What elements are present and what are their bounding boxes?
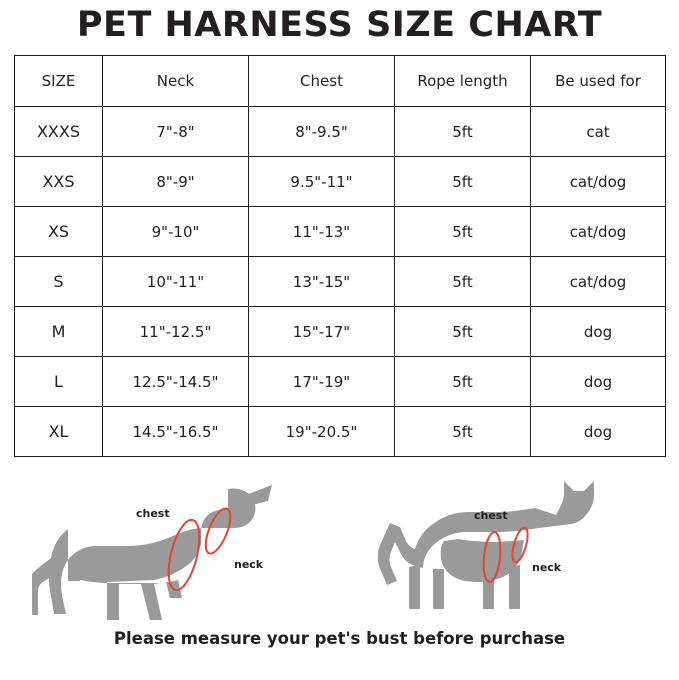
cell-neck: 7"-8" bbox=[103, 107, 249, 157]
cat-neck-label: neck bbox=[532, 561, 562, 574]
cell-use: dog bbox=[531, 407, 666, 457]
cell-chest: 9.5"-11" bbox=[249, 157, 395, 207]
cell-rope: 5ft bbox=[395, 407, 531, 457]
cell-neck: 9"-10" bbox=[103, 207, 249, 257]
column-header-chest: Chest bbox=[249, 56, 395, 107]
size-chart-table bbox=[14, 55, 666, 457]
footer-note: Please measure your pet's bust before purchase bbox=[113, 629, 566, 648]
cell-use: cat/dog bbox=[531, 257, 666, 307]
cell-rope: 5ft bbox=[395, 157, 531, 207]
cell-use: dog bbox=[531, 357, 666, 407]
table-header-row bbox=[15, 56, 666, 107]
table-row bbox=[15, 307, 666, 357]
cell-size: S bbox=[15, 257, 103, 307]
cat-figure bbox=[374, 473, 634, 627]
cell-rope: 5ft bbox=[395, 207, 531, 257]
cell-use: cat/dog bbox=[531, 207, 666, 257]
cell-neck: 8"-9" bbox=[103, 157, 249, 207]
dog-chest-label: chest bbox=[136, 507, 170, 520]
column-header-size: SIZE bbox=[15, 56, 103, 107]
table-row bbox=[15, 257, 666, 307]
dog-figure bbox=[32, 473, 292, 627]
cell-use: dog bbox=[531, 307, 666, 357]
cell-neck: 11"-12.5" bbox=[103, 307, 249, 357]
cell-size: XXXS bbox=[15, 107, 103, 157]
cell-chest: 8"-9.5" bbox=[249, 107, 395, 157]
cell-size: M bbox=[15, 307, 103, 357]
cell-neck: 12.5"-14.5" bbox=[103, 357, 249, 407]
cell-use: cat bbox=[531, 107, 666, 157]
cell-neck: 14.5"-16.5" bbox=[103, 407, 249, 457]
column-header-be-used-for: Be used for bbox=[531, 56, 666, 107]
dog-neck-label: neck bbox=[234, 558, 264, 571]
table-row bbox=[15, 207, 666, 257]
table-row bbox=[15, 357, 666, 407]
column-header-rope-length: Rope length bbox=[395, 56, 531, 107]
cell-rope: 5ft bbox=[395, 257, 531, 307]
cell-rope: 5ft bbox=[395, 107, 531, 157]
cell-use: cat/dog bbox=[531, 157, 666, 207]
cell-chest: 17"-19" bbox=[249, 357, 395, 407]
table-row bbox=[15, 107, 666, 157]
table-row bbox=[15, 157, 666, 207]
cell-neck: 10"-11" bbox=[103, 257, 249, 307]
cell-chest: 13"-15" bbox=[249, 257, 395, 307]
dog-silhouette-icon bbox=[32, 485, 272, 620]
cell-size: L bbox=[15, 357, 103, 407]
neck-measure-line bbox=[201, 505, 236, 556]
cell-rope: 5ft bbox=[395, 307, 531, 357]
cell-size: XS bbox=[15, 207, 103, 257]
page-title: PET HARNESS SIZE CHART bbox=[76, 5, 603, 45]
cell-size: XXS bbox=[15, 157, 103, 207]
cell-size: XL bbox=[15, 407, 103, 457]
column-header-neck: Neck bbox=[103, 56, 249, 107]
table-row bbox=[15, 407, 666, 457]
cell-rope: 5ft bbox=[395, 357, 531, 407]
size-chart-page bbox=[0, 5, 679, 680]
cell-chest: 15"-17" bbox=[249, 307, 395, 357]
figures-row bbox=[14, 473, 665, 623]
cell-chest: 19"-20.5" bbox=[249, 407, 395, 457]
cat-chest-label: chest bbox=[474, 509, 508, 522]
cell-chest: 11"-13" bbox=[249, 207, 395, 257]
